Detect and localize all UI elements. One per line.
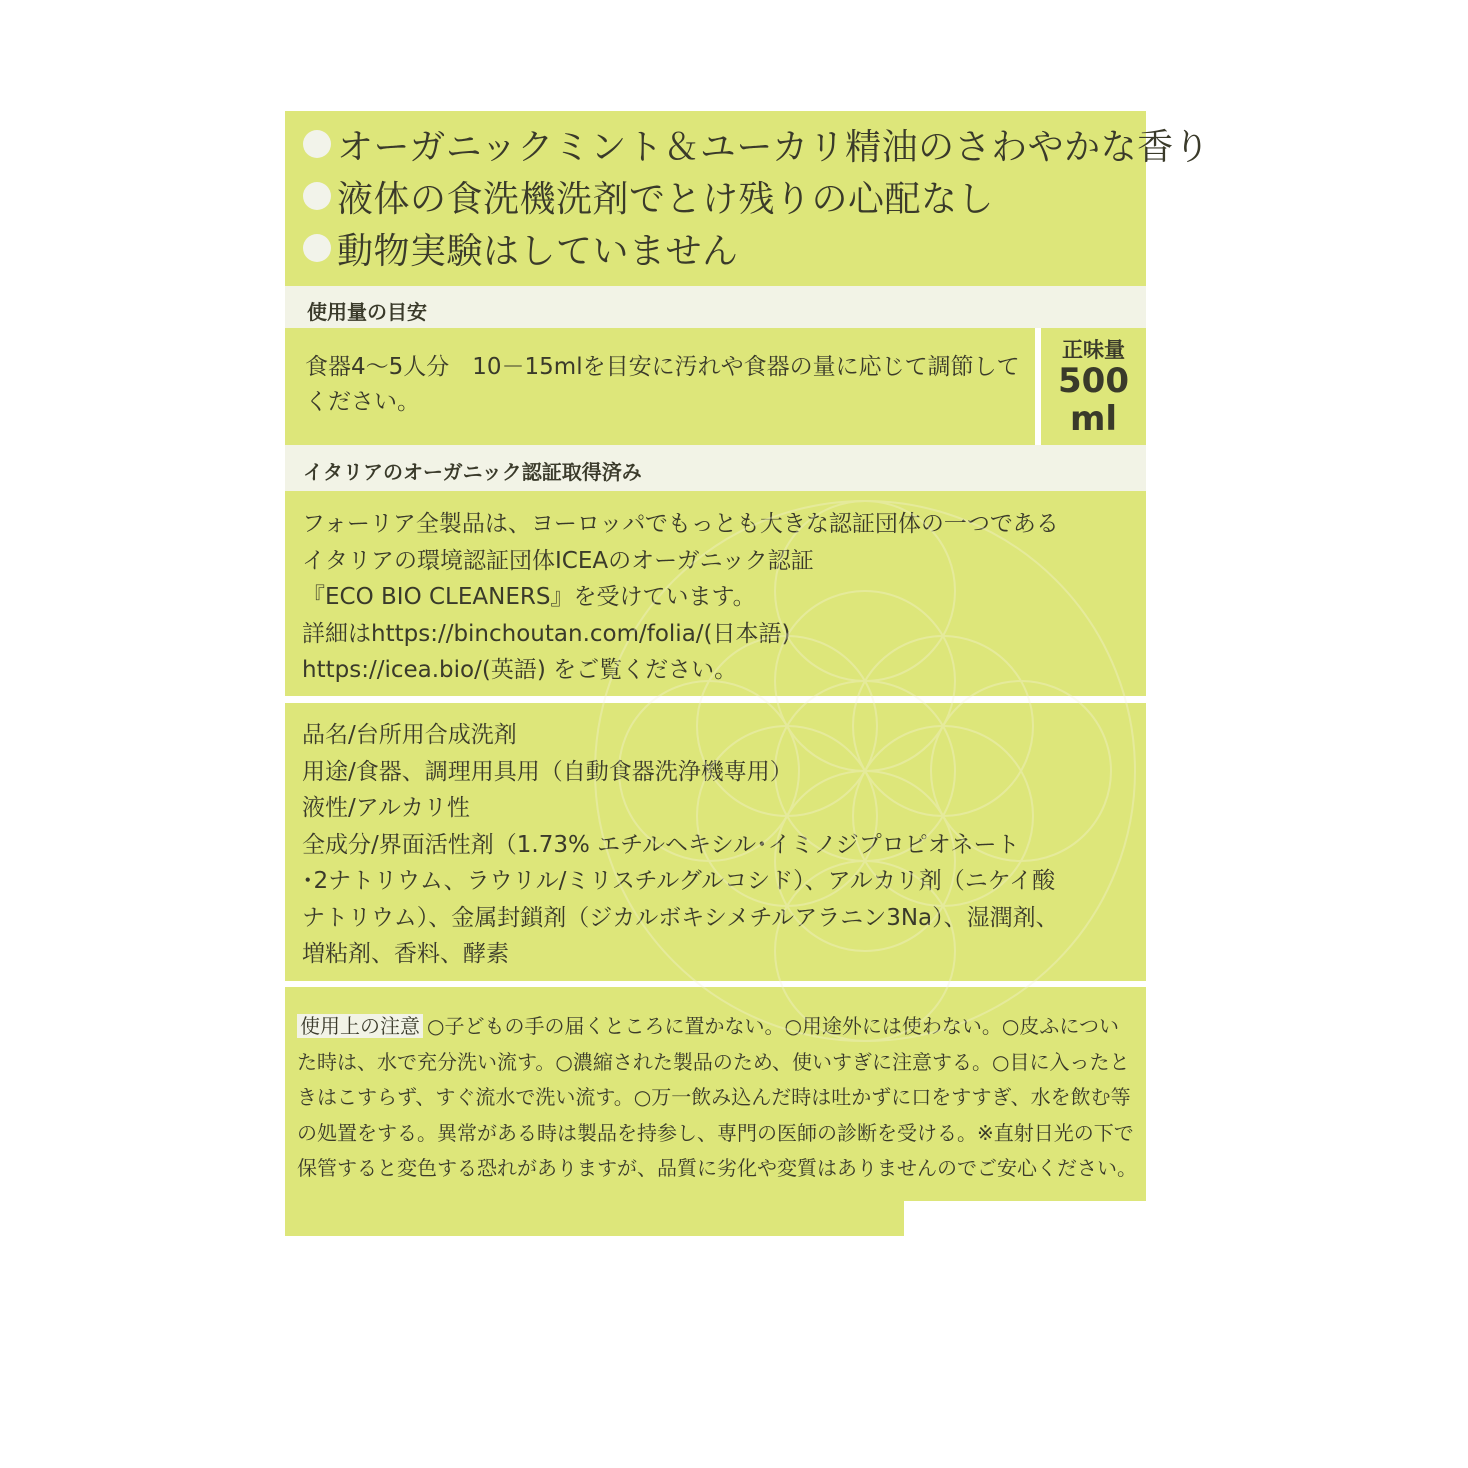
bullet-circle-icon (303, 182, 331, 210)
feature-text: 液体の食洗機洗剤でとけ残りの心配なし (337, 178, 995, 220)
product-spec-text (302, 717, 1059, 973)
spec-line: ･2ナトリウム、ラウリル/ミリスチルグルコシド）、アルカリ剤（ニケイ酸 (302, 868, 1056, 894)
bullet-circle-icon (303, 234, 331, 262)
feature-item (303, 223, 739, 273)
certification-text (302, 506, 1059, 689)
dosage-header-bar (285, 286, 1146, 328)
caution-body: ○子どもの手の届くところに置かない。○用途外には使わない。○皮ふについた時は、水で充分洗い流す。○濃縮された製品のため、使いすぎに注意する。○目に入ったときはこすらず、すぐ流水で洗い流す。○万一飲み込んだ時は吐かずに口をすすぎ、水を飲む等の処置をする。異常がある時は製品を持参し、専門の医師の診断を受ける。※直射日光の下で保管すると変色する恐れがありますが、品質に劣化や変質はありませんのでご安心ください。 (297, 1014, 1137, 1180)
certification-header-bar (285, 445, 1146, 491)
net-contents-unit: ml (1069, 399, 1118, 439)
certification-line: 詳細はhttps://binchoutan.com/folia/(日本語) (302, 620, 791, 647)
bullet-circle-icon (303, 130, 331, 158)
feature-band (285, 111, 1211, 286)
caution-text (297, 1009, 1137, 1187)
feature-text: オーガニックミント＆ユーカリ精油のさわやかな香り (337, 126, 1211, 168)
dosage-header: 使用量の目安 (307, 300, 427, 324)
dosage-band (285, 328, 1035, 445)
net-contents-label: 正味量 (1062, 338, 1125, 362)
spec-line: 品名/台所用合成洗剤 (302, 722, 517, 748)
net-contents-box (1041, 328, 1146, 445)
spec-line: 液性/アルカリ性 (302, 795, 470, 821)
certification-line: 『ECO BIO CLEANERS』を受けています。 (302, 584, 756, 610)
feature-item (303, 119, 1210, 169)
dosage-text: 食器4～5人分 10－15mlを目安に汚れや食器の量に応じて調節してください。 (305, 354, 1020, 415)
spec-line: 用途/食器、調理用具用（自動食器洗浄機専用） (302, 758, 793, 785)
product-spec-band (285, 703, 1146, 981)
certification-line: https://icea.bio/(英語) をご覧ください。 (302, 657, 738, 683)
caution-band (285, 987, 1146, 1201)
spec-line: 増粘剤、香料、酵素 (302, 941, 509, 967)
net-contents-number: 500 (1058, 361, 1129, 401)
certification-header: イタリアのオーガニック認証取得済み (303, 460, 642, 484)
spec-line: ナトリウム）、金属封鎖剤（ジカルボキシメチルアラニン3Na）、湿潤剤、 (302, 904, 1059, 931)
certification-band (285, 491, 1146, 696)
caution-label: 使用上の注意 (297, 1014, 423, 1038)
spec-line: 全成分/界面活性剤（1.73% エチルヘキシル･イミノジプロピオネート (302, 831, 1020, 858)
feature-item (303, 171, 994, 221)
net-contents-value (1041, 362, 1146, 438)
product-label (285, 111, 1211, 1236)
certification-line: フォーリア全製品は、ヨーロッパでもっとも大きな認証団体の一つである (302, 511, 1059, 537)
caution-band-tail (285, 1201, 904, 1236)
feature-text: 動物実験はしていません (337, 230, 739, 272)
certification-line: イタリアの環境認証団体ICEAのオーガニック認証 (302, 547, 814, 574)
